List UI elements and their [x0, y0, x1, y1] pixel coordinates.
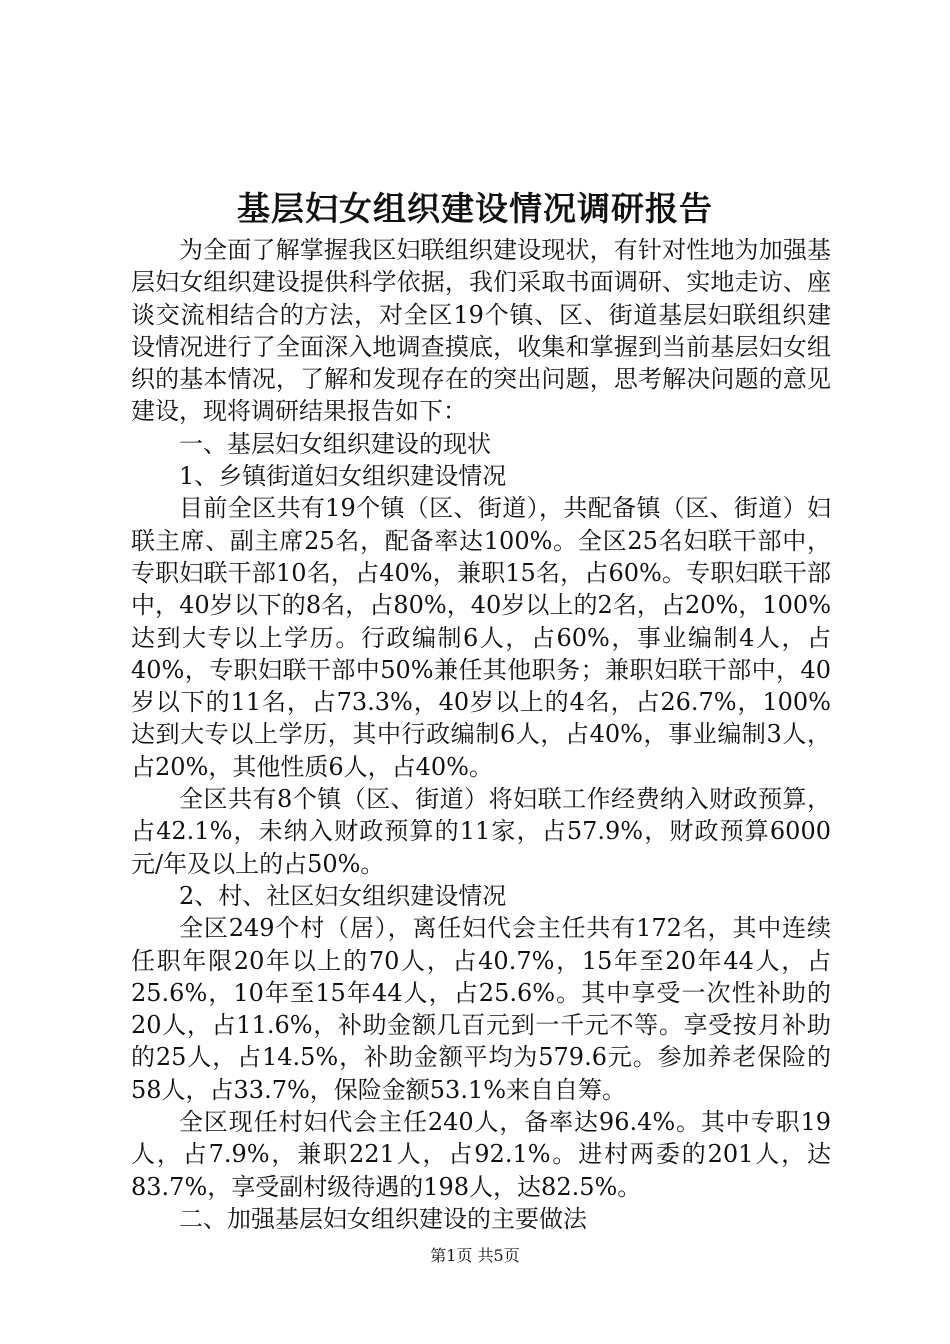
- subsection-heading-2: 2、村、社区妇女组织建设情况: [179, 881, 507, 910]
- intro-paragraph: 为全面了解掌握我区妇联组织建设现状，有针对性地为加强基层妇女组织建设提供科学依据，我们采取书面调研、实地走访、座谈交流相结合的方法，对全区19个镇、区、街道基层妇联组织建设情况进行了全面深入地调查摸底，收集和掌握到当前基层妇女组织的基本情况，了解和发现存在的突出问题，思考解决问题的意见建设，现将调研结果报告如下：: [131, 236, 831, 426]
- paragraph-town-staff: 目前全区共有19个镇（区、街道），共配备镇（区、街道）妇联主席、副主席25名，配备率达100%。全区25名妇联干部中，专职妇联干部10名，占40%，兼职15名，占60%。专职妇联干部中，40岁以下的8名，占80%，40岁以上的2名，占20%，100%达到大专以上学历。行政编制6人，占60%，事业编制4人，占40%，专职妇联干部中50%兼任其他职务；兼职妇联干部中，40岁以下的11名，占73.3%，40岁以上的4名，占26.7%，100%达到大专以上学历，其中行政编制6人，占40%，事业编制3人，占20%，其他性质6人，占40%。: [131, 494, 831, 781]
- document-body: [131, 234, 831, 1235]
- paragraph-current-directors: 全区现任村妇代会主任240人，备率达96.4%。其中专职19人，占7.9%，兼职221人，占92.1%。进村两委的201人，达83.7%，享受副村级待遇的198人，达82.5%。: [131, 1108, 831, 1201]
- section-heading-2: 二、加强基层妇女组织建设的主要做法: [179, 1204, 587, 1233]
- subsection-heading-1: 1、乡镇街道妇女组织建设情况: [179, 462, 507, 491]
- paragraph-town-budget: 全区共有8个镇（区、街道）将妇联工作经费纳入财政预算，占42.1%，未纳入财政预算的11家，占57.9%，财政预算6000元/年及以上的占50%。: [131, 785, 831, 878]
- paragraph-retired-directors: 全区249个村（居），离任妇代会主任共有172名，其中连续任职年限20年以上的70人，占40.7%，15年至20年44人，占25.6%，10年至15年44人，占25.6%。其中享受一次性补助的20人，占11.6%，补助金额几百元到一千元不等。享受按月补助的25人，占14.5%，补助金额平均为579.6元。参加养老保险的58人，占33.7%，保险金额53.1%来自自筹。: [131, 914, 831, 1104]
- page-number: 第1页 共5页: [430, 1246, 520, 1265]
- section-heading-1: 一、基层妇女组织建设的现状: [179, 429, 491, 458]
- document-title: 基层妇女组织建设情况调研报告: [237, 189, 713, 228]
